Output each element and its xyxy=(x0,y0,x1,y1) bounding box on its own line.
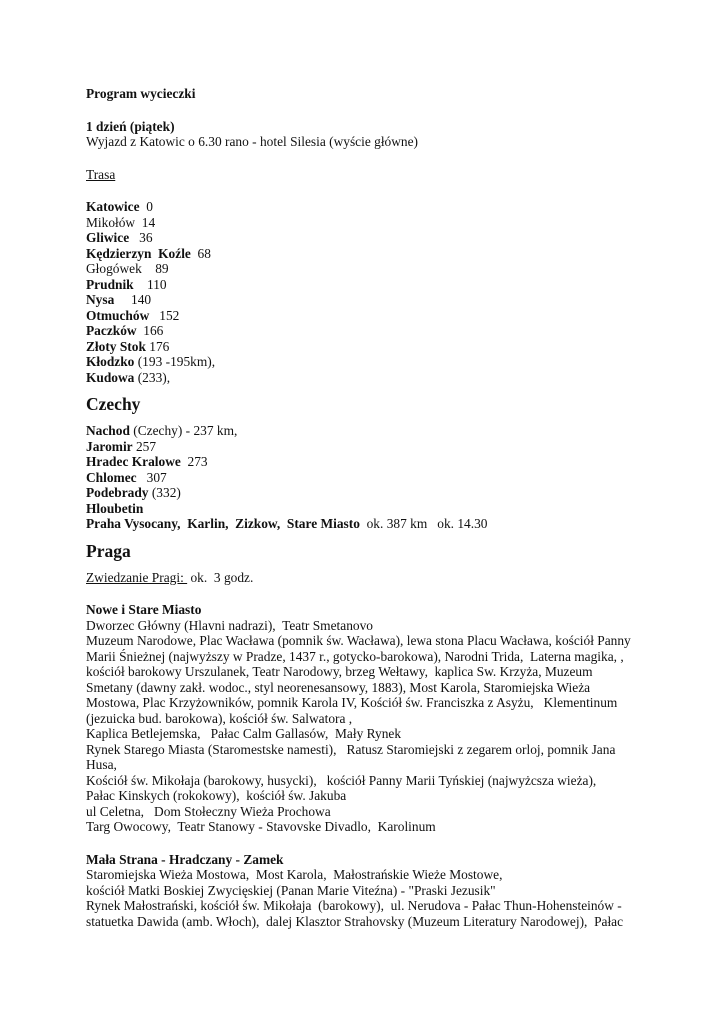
route-stop-distance: (Czechy) - 237 km, xyxy=(129,423,238,438)
route-stop-distance: 140 xyxy=(114,292,152,307)
czech-route-stop xyxy=(86,470,646,486)
route-stop xyxy=(86,199,646,215)
route-stop-name: Prudnik xyxy=(86,276,134,292)
text-line: kościół Matki Boskiej Zwycięskiej (Panan Marie Viteźna) - "Praski Jezusik" xyxy=(86,882,496,898)
route-stop-name: Jaromir xyxy=(86,438,133,454)
praga-section-heading: Praga xyxy=(86,540,131,561)
route-stop-name: Nachod xyxy=(86,423,130,438)
czech-route-stop xyxy=(86,501,646,517)
czech-section-heading: Czechy xyxy=(86,394,141,414)
route-stop-distance: 152 xyxy=(149,307,180,323)
route-stop-distance: 307 xyxy=(136,469,167,485)
old-new-town-text xyxy=(86,618,646,835)
departure-info: Wyjazd z Katowic o 6.30 rano - hotel Silesia (wyście główne) xyxy=(86,134,418,149)
text-line: Mostowa, Plac Krzyżowników, pomnik Karola IV, Kościół św. Franciszka z Asyżu, Klementinum xyxy=(86,695,618,710)
route-stop-name: Kędzierzyn Koźle xyxy=(86,245,191,261)
czech-route-stop xyxy=(86,485,646,501)
route-stop xyxy=(86,292,646,308)
route-stop xyxy=(86,339,646,355)
tour-duration-value: ok. 3 godz. xyxy=(187,569,254,585)
text-line: Muzeum Narodowe, Plac Wacława (pomnik św. Wacława), lewa stona Placu Wacława, kościół Panny xyxy=(86,633,631,648)
text-line: Kaplica Betlejemska, Pałac Calm Gallasów, Mały Rynek xyxy=(86,726,402,741)
text-line: Pałac Kinskych (rokokowy), kościół św. Jakuba xyxy=(86,788,347,803)
route-stop-distance: 89 xyxy=(141,261,169,276)
route-stop xyxy=(86,215,646,231)
route-stop-name: Kłodzko xyxy=(86,354,135,369)
czech-route-stop xyxy=(86,439,646,455)
route-stop-name: Złoty Stok xyxy=(86,338,146,354)
route-stop-distance: ok. 387 km ok. 14.30 xyxy=(359,516,488,531)
route-stop-name: Hloubetin xyxy=(86,500,144,516)
route-stop-name: Otmuchów xyxy=(86,307,150,323)
route-stop-name: Gliwice xyxy=(86,230,130,245)
route-stop-distance: 68 xyxy=(190,245,211,261)
czech-route-list xyxy=(86,423,646,532)
route-stop-distance: 36 xyxy=(129,230,153,245)
route-stop xyxy=(86,246,646,262)
route-stop-name: Praha Vysocany, Karlin, Zizkow, Stare Miasto xyxy=(86,516,360,531)
route-stop-distance: 0 xyxy=(139,199,153,214)
route-stop-distance: 14 xyxy=(135,214,156,230)
route-stop-distance: (193 -195km), xyxy=(134,354,216,369)
route-stop-distance: (233), xyxy=(134,369,171,385)
route-stop xyxy=(86,323,646,339)
route-stop xyxy=(86,230,646,246)
text-line: Husa, xyxy=(86,757,117,772)
route-stop-name: Paczków xyxy=(86,323,137,338)
route-stop-name: Głogówek xyxy=(86,261,142,276)
route-stop-distance: 176 xyxy=(145,338,170,354)
day1-heading: 1 dzień (piątek) xyxy=(86,118,175,134)
route-stop-name: Katowice xyxy=(86,199,140,214)
route-stop-distance: 110 xyxy=(133,276,167,292)
text-line: Marii Śnieżnej (najwyższy w Pradze, 1437 r., gotycko-barokowa), Narodni Trida, Laterna magika, , xyxy=(86,648,624,664)
tour-duration xyxy=(86,570,646,586)
route-stop-name: Hradec Kralowe xyxy=(86,454,181,469)
route-label: Trasa xyxy=(86,166,116,182)
route-stop-distance: 257 xyxy=(132,438,157,454)
text-line: (jezuicka bud. barokowa), kościół św. Salwatora , xyxy=(86,710,353,726)
text-line: Rynek Małostrański, kościół św. Mikołaja (barokowy), ul. Nerudova - Pałac Thun-Hohensteinów - xyxy=(86,898,622,913)
poland-route-list xyxy=(86,199,646,385)
text-line: Dworzec Główny (Hlavni nadrazi), Teatr Smetanovo xyxy=(86,617,373,633)
text-line: Targ Owocowy, Teatr Stanowy - Stavovske Divadlo, Karolinum xyxy=(86,819,436,834)
text-line: kościół barokowy Urszulanek, Teatr Narodowy, brzeg Wełtawy, kaplica Sw. Krzyża, Muzeum xyxy=(86,664,593,679)
route-stop xyxy=(86,354,646,370)
route-stop-distance: 273 xyxy=(180,454,208,469)
czech-route-stop xyxy=(86,423,646,439)
old-new-town-heading: Nowe i Stare Miasto xyxy=(86,602,202,617)
route-stop xyxy=(86,277,646,293)
route-stop xyxy=(86,370,646,386)
route-stop xyxy=(86,308,646,324)
lesser-town-heading: Mała Strana - Hradczany - Zamek xyxy=(86,851,284,867)
text-line: statuetka Dawida (amb. Włoch), dalej Klasztor Strahovsky (Muzeum Literatury Narodowej), Pałac xyxy=(86,913,624,929)
document-page xyxy=(86,86,646,929)
route-stop-name: Mikołów xyxy=(86,214,136,230)
czech-route-stop xyxy=(86,454,646,470)
route-stop-distance: (332) xyxy=(148,485,181,500)
text-line: Smetany (dawny zakł. wodoc., styl neorenesansowy, 1883), Most Karola, Staromiejska Wieża xyxy=(86,679,591,695)
text-line: Rynek Starego Miasta (Staromestske namesti), Ratusz Staromiejski z zegarem orloj, pomnik Jana xyxy=(86,741,616,757)
lesser-town-text xyxy=(86,867,646,929)
text-line: ul Celetna, Dom Stołeczny Wieża Prochowa xyxy=(86,803,331,819)
text-line: Staromiejska Wieża Mostowa, Most Karola, Małostrańskie Wieże Mostowe, xyxy=(86,867,503,882)
route-stop xyxy=(86,261,646,277)
route-stop-name: Kudowa xyxy=(86,369,135,385)
route-stop-distance: 166 xyxy=(136,323,164,338)
route-stop-name: Chlomec xyxy=(86,469,137,485)
czech-route-stop xyxy=(86,516,646,532)
route-stop-name: Podebrady xyxy=(86,485,149,500)
program-title: Program wycieczki xyxy=(86,86,196,101)
text-line: Kościół św. Mikołaja (barokowy, husycki), kościół Panny Marii Tyńskiej (najwyżcsza wieża), xyxy=(86,772,597,788)
route-stop-name: Nysa xyxy=(86,292,115,307)
tour-label: Zwiedzanie Pragi: xyxy=(86,569,188,585)
